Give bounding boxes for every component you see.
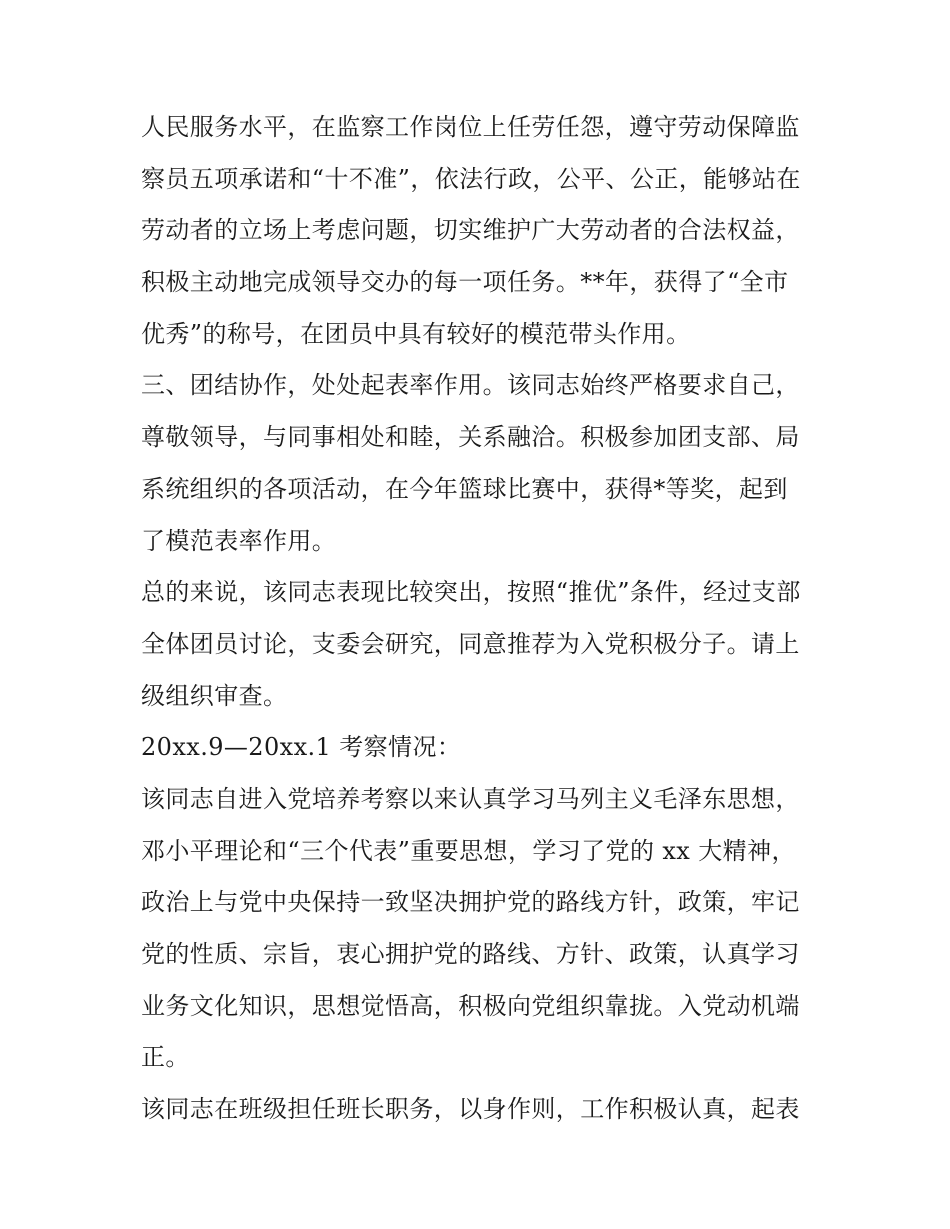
text-line: 了模范表率作用。 [141,526,337,555]
text-line: 该同志在班级担任班长职务，以身作则，工作积极认真，起表 [141,1095,800,1124]
text-line: 劳动者的立场上考虑问题，切实维护广大劳动者的合法权益， [141,216,800,245]
text-line: 人民服务水平，在监察工作岗位上任劳任怨，遵守劳动保障监 [141,113,800,141]
text-line: 20xx.9—20xx.1 考察情况： [141,733,462,762]
text-line: 业务文化知识，思想觉悟高，积极向党组织靠拢。入党动机端 [141,991,800,1020]
text-line: 级组织审查。 [141,681,288,710]
text-line: 全体团员讨论，支委会研究，同意推荐为入党积极分子。请上 [141,629,800,658]
text-line: 察员五项承诺和“十不准”，依法行政，公平、公正，能够站在 [141,164,801,193]
text-line: 总的来说，该同志表现比较突出，按照“推优”条件，经过支部 [141,578,801,607]
text-line: 邓小平理论和“三个代表”重要思想，学习了党的 xx 大精神， [141,836,796,865]
text-line: 该同志自进入党培养考察以来认真学习马列主义毛泽东思想， [141,784,800,813]
text-line: 党的性质、宗旨，衷心拥护党的路线、方针、政策，认真学习 [141,940,800,968]
text-line: 积极主动地完成领导交办的每一项任务。**年，获得了“全市 [141,268,789,297]
text-line: 尊敬领导，与同事相处和睦，关系融洽。积极参加团支部、局 [141,423,800,452]
text-line: 三、团结协作，处处起表率作用。该同志始终严格要求自己， [141,371,800,400]
document-body [141,102,821,1136]
text-line: 系统组织的各项活动，在今年篮球比赛中，获得*等奖，起到 [141,474,788,503]
text-line: 正。 [141,1043,190,1072]
text-line: 优秀”的称号，在团员中具有较好的模范带头作用。 [141,319,691,348]
text-line: 政治上与党中央保持一致坚决拥护党的路线方针，政策，牢记 [141,888,800,917]
